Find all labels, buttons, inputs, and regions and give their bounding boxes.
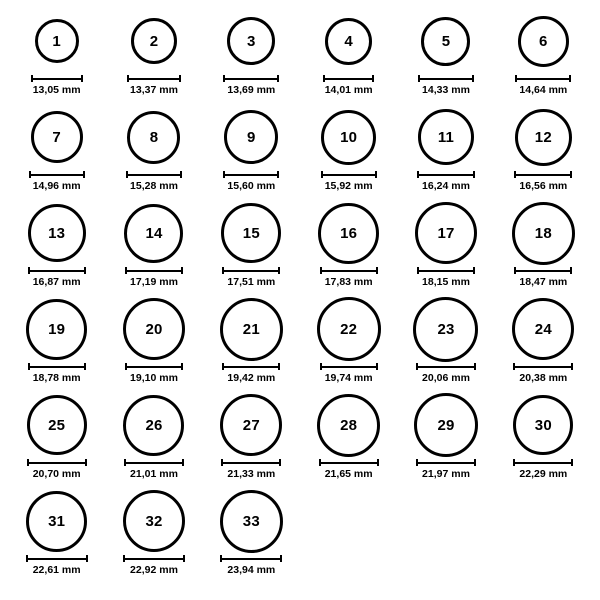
- bar-tick-right-icon: [182, 459, 184, 466]
- ring-size-label: 26: [145, 416, 163, 434]
- bar-line-icon: [514, 174, 572, 176]
- bar-tick-right-icon: [179, 75, 181, 82]
- ring-circle-wrap: [220, 490, 283, 552]
- bar-line-icon: [26, 558, 88, 560]
- ring-diameter-label: 20,38 mm: [519, 372, 568, 384]
- ring-cell: [300, 202, 397, 298]
- ring-size-label: 11: [437, 128, 455, 146]
- ring-size-label: 3: [247, 32, 256, 50]
- ring-dimension-bar-icon: [125, 363, 183, 370]
- ring-cell: [300, 10, 397, 106]
- ring-measure: [29, 171, 85, 192]
- ring-dimension-bar-icon: [127, 75, 181, 82]
- bar-line-icon: [223, 174, 279, 176]
- ring-cell: [495, 202, 592, 298]
- ring-circle-icon: [317, 297, 381, 361]
- ring-diameter-label: 17,83 mm: [324, 276, 373, 288]
- ring-size-label: 22: [340, 320, 358, 338]
- bar-line-icon: [513, 366, 573, 368]
- ring-circle-wrap: [421, 10, 470, 72]
- ring-diameter-label: 21,97 mm: [422, 468, 470, 480]
- ring-circle-wrap: [26, 298, 87, 360]
- ring-circle-wrap: [31, 106, 83, 168]
- ring-diameter-label: 20,70 mm: [32, 468, 81, 480]
- ring-circle-wrap: [317, 298, 381, 360]
- bar-line-icon: [320, 270, 378, 272]
- ring-circle-wrap: [220, 394, 282, 456]
- ring-diameter-label: 13,69 mm: [227, 84, 276, 96]
- ring-cell: [8, 490, 105, 586]
- ring-diameter-label: 14,96 mm: [32, 180, 81, 192]
- bar-line-icon: [125, 366, 183, 368]
- ring-cell: [203, 10, 300, 106]
- bar-tick-right-icon: [278, 363, 280, 370]
- ring-measure: [221, 459, 281, 480]
- ring-dimension-bar-icon: [222, 267, 280, 274]
- bar-tick-right-icon: [571, 459, 573, 466]
- ring-circle-icon: [325, 18, 372, 65]
- ring-diameter-label: 13,05 mm: [32, 84, 81, 96]
- ring-circle-wrap: [512, 298, 574, 360]
- ring-dimension-bar-icon: [220, 555, 282, 562]
- ring-dimension-bar-icon: [124, 459, 184, 466]
- ring-measure: [125, 363, 183, 384]
- bar-tick-right-icon: [83, 171, 85, 178]
- ring-measure: [28, 363, 86, 384]
- ring-cell: [203, 298, 300, 394]
- bar-tick-right-icon: [280, 555, 282, 562]
- ring-size-label: 4: [344, 32, 353, 50]
- ring-size-label: 2: [149, 32, 159, 50]
- ring-cell: [8, 298, 105, 394]
- ring-size-label: 9: [247, 128, 256, 146]
- ring-dimension-bar-icon: [514, 267, 572, 274]
- ring-size-label: 18: [534, 224, 552, 242]
- ring-size-label: 13: [48, 224, 66, 242]
- ring-size-label: 28: [340, 416, 358, 434]
- ring-circle-wrap: [123, 394, 184, 456]
- ring-measure: [320, 267, 378, 288]
- ring-measure: [26, 555, 88, 576]
- ring-circle-icon: [27, 395, 87, 455]
- bar-line-icon: [29, 174, 85, 176]
- bar-line-icon: [31, 78, 83, 80]
- ring-measure: [416, 459, 476, 480]
- ring-diameter-label: 14,64 mm: [519, 84, 568, 96]
- ring-cell: [203, 202, 300, 298]
- ring-size-label: 5: [441, 32, 451, 50]
- ring-size-label: 15: [242, 224, 260, 242]
- ring-diameter-label: 19,74 mm: [324, 372, 373, 384]
- ring-size-label: 32: [145, 512, 163, 530]
- ring-dimension-bar-icon: [416, 459, 476, 466]
- ring-cell: [300, 298, 397, 394]
- ring-size-label: 20: [145, 320, 163, 338]
- ring-size-label: 30: [534, 416, 552, 434]
- ring-circle-wrap: [35, 10, 79, 72]
- ring-circle-icon: [123, 490, 185, 552]
- ring-diameter-label: 21,33 mm: [227, 468, 276, 480]
- ring-circle-wrap: [321, 106, 376, 168]
- ring-dimension-bar-icon: [223, 171, 279, 178]
- ring-circle-icon: [317, 394, 380, 457]
- ring-size-label: 27: [242, 416, 260, 434]
- ring-measure: [513, 363, 573, 384]
- ring-measure: [31, 75, 83, 96]
- ring-cell: [495, 394, 592, 490]
- ring-diameter-label: 19,42 mm: [227, 372, 276, 384]
- bar-line-icon: [321, 174, 377, 176]
- ring-cell: [495, 10, 592, 106]
- ring-diameter-label: 15,28 mm: [130, 180, 178, 192]
- ring-grid: [8, 10, 592, 586]
- ring-dimension-bar-icon: [27, 459, 87, 466]
- ring-dimension-bar-icon: [28, 363, 86, 370]
- ring-cell: [105, 490, 202, 586]
- ring-diameter-label: 21,01 mm: [130, 468, 178, 480]
- ring-cell: [8, 106, 105, 202]
- bar-line-icon: [416, 366, 476, 368]
- ring-size-label: 17: [437, 224, 455, 242]
- ring-diameter-label: 22,92 mm: [130, 564, 178, 576]
- ring-cell: [397, 298, 494, 394]
- bar-line-icon: [417, 174, 475, 176]
- ring-dimension-bar-icon: [513, 459, 573, 466]
- ring-measure: [220, 555, 282, 576]
- ring-diameter-label: 22,29 mm: [519, 468, 568, 480]
- bar-tick-right-icon: [473, 171, 475, 178]
- ring-circle-icon: [518, 16, 569, 67]
- bar-line-icon: [123, 558, 185, 560]
- bar-tick-right-icon: [84, 267, 86, 274]
- ring-circle-icon: [421, 17, 470, 66]
- ring-size-label: 23: [437, 320, 455, 338]
- ring-cell: [495, 298, 592, 394]
- ring-circle-icon: [220, 298, 283, 361]
- bar-line-icon: [418, 78, 474, 80]
- ring-dimension-bar-icon: [26, 555, 88, 562]
- ring-dimension-bar-icon: [126, 171, 182, 178]
- ring-circle-icon: [220, 490, 283, 553]
- bar-line-icon: [323, 78, 374, 80]
- ring-circle-icon: [28, 204, 86, 262]
- bar-tick-right-icon: [376, 363, 378, 370]
- ring-circle-wrap: [413, 298, 478, 360]
- bar-tick-right-icon: [375, 171, 377, 178]
- ring-diameter-label: 23,94 mm: [227, 564, 276, 576]
- ring-circle-wrap: [28, 202, 86, 264]
- ring-circle-wrap: [224, 106, 278, 168]
- ring-circle-wrap: [227, 10, 275, 72]
- ring-measure: [222, 363, 280, 384]
- ring-measure: [323, 75, 374, 96]
- ring-circle-icon: [515, 109, 572, 166]
- ring-circle-icon: [26, 299, 87, 360]
- ring-cell: [397, 106, 494, 202]
- ring-circle-wrap: [513, 394, 573, 456]
- bar-tick-right-icon: [473, 267, 475, 274]
- bar-line-icon: [127, 78, 181, 80]
- ring-dimension-bar-icon: [418, 75, 474, 82]
- bar-line-icon: [28, 270, 86, 272]
- ring-dimension-bar-icon: [323, 75, 374, 82]
- ring-circle-wrap: [124, 202, 183, 264]
- ring-size-label: 1: [52, 32, 61, 50]
- ring-measure: [514, 267, 572, 288]
- bar-line-icon: [223, 78, 279, 80]
- bar-line-icon: [220, 558, 282, 560]
- ring-circle-wrap: [318, 202, 379, 264]
- ring-size-label: 24: [534, 320, 552, 338]
- ring-diameter-label: 13,37 mm: [130, 84, 178, 96]
- ring-dimension-bar-icon: [28, 267, 86, 274]
- ring-dimension-bar-icon: [513, 363, 573, 370]
- ring-diameter-label: 18,47 mm: [519, 276, 568, 288]
- ring-measure: [126, 171, 182, 192]
- ring-size-label: 8: [149, 128, 159, 146]
- ring-size-label: 25: [48, 416, 66, 434]
- bar-line-icon: [513, 462, 573, 464]
- ring-circle-icon: [318, 203, 379, 264]
- ring-diameter-label: 19,10 mm: [130, 372, 178, 384]
- ring-circle-icon: [26, 491, 87, 552]
- ring-circle-icon: [512, 202, 575, 265]
- ring-circle-icon: [31, 111, 83, 163]
- ring-size-label: 21: [242, 320, 260, 338]
- ring-dimension-bar-icon: [31, 75, 83, 82]
- ring-diameter-label: 22,61 mm: [32, 564, 81, 576]
- ring-circle-icon: [418, 109, 474, 165]
- ring-circle-icon: [413, 297, 478, 362]
- bar-tick-right-icon: [81, 75, 83, 82]
- bar-line-icon: [222, 366, 280, 368]
- ring-measure: [223, 171, 279, 192]
- bar-line-icon: [27, 462, 87, 464]
- bar-tick-right-icon: [85, 459, 87, 466]
- bar-tick-right-icon: [279, 459, 281, 466]
- ring-circle-icon: [123, 298, 185, 360]
- ring-measure: [416, 363, 476, 384]
- ring-measure: [127, 75, 181, 96]
- ring-diameter-label: 20,06 mm: [422, 372, 470, 384]
- bar-line-icon: [319, 462, 379, 464]
- ring-cell: [8, 10, 105, 106]
- ring-circle-wrap: [123, 490, 185, 552]
- ring-diameter-label: 15,60 mm: [227, 180, 276, 192]
- bar-tick-right-icon: [472, 75, 474, 82]
- ring-cell: [105, 106, 202, 202]
- ring-dimension-bar-icon: [221, 459, 281, 466]
- ring-diameter-label: 14,33 mm: [422, 84, 470, 96]
- ring-cell: [105, 394, 202, 490]
- ring-dimension-bar-icon: [320, 267, 378, 274]
- ring-cell: [105, 202, 202, 298]
- ring-cell: [300, 106, 397, 202]
- ring-circle-icon: [221, 203, 281, 263]
- bar-tick-right-icon: [372, 75, 374, 82]
- bar-line-icon: [514, 270, 572, 272]
- ring-circle-wrap: [325, 10, 372, 72]
- ring-circle-icon: [414, 393, 478, 457]
- ring-size-label: 31: [48, 512, 66, 530]
- bar-tick-right-icon: [570, 171, 572, 178]
- bar-tick-right-icon: [181, 363, 183, 370]
- bar-line-icon: [515, 78, 571, 80]
- ring-dimension-bar-icon: [319, 459, 379, 466]
- ring-circle-icon: [35, 19, 79, 63]
- bar-line-icon: [124, 462, 184, 464]
- ring-measure: [514, 171, 572, 192]
- ring-circle-wrap: [518, 10, 569, 72]
- bar-tick-right-icon: [571, 363, 573, 370]
- ring-size-label: 14: [145, 224, 163, 242]
- ring-circle-wrap: [414, 394, 478, 456]
- bar-line-icon: [416, 462, 476, 464]
- ring-dimension-bar-icon: [417, 267, 475, 274]
- bar-tick-right-icon: [84, 363, 86, 370]
- ring-cell: [105, 10, 202, 106]
- bar-line-icon: [320, 366, 378, 368]
- ring-circle-wrap: [512, 202, 575, 264]
- ring-measure: [123, 555, 185, 576]
- ring-circle-wrap: [317, 394, 380, 456]
- ring-measure: [321, 171, 377, 192]
- bar-tick-right-icon: [569, 75, 571, 82]
- bar-tick-right-icon: [86, 555, 88, 562]
- ring-cell: [8, 394, 105, 490]
- bar-line-icon: [221, 462, 281, 464]
- ring-measure: [125, 267, 183, 288]
- ring-diameter-label: 15,92 mm: [324, 180, 373, 192]
- ring-circle-icon: [123, 395, 184, 456]
- ring-circle-icon: [131, 18, 177, 64]
- ring-size-label: 16: [340, 224, 358, 242]
- ring-dimension-bar-icon: [320, 363, 378, 370]
- bar-tick-right-icon: [570, 267, 572, 274]
- bar-line-icon: [417, 270, 475, 272]
- ring-circle-wrap: [415, 202, 477, 264]
- ring-size-label: 10: [340, 128, 358, 146]
- bar-tick-right-icon: [474, 459, 476, 466]
- ring-cell: [300, 394, 397, 490]
- bar-tick-right-icon: [183, 555, 185, 562]
- ring-size-label: 33: [242, 512, 260, 530]
- bar-tick-right-icon: [278, 267, 280, 274]
- ring-diameter-label: 21,65 mm: [324, 468, 373, 480]
- bar-tick-right-icon: [474, 363, 476, 370]
- ring-diameter-label: 18,15 mm: [422, 276, 470, 288]
- ring-dimension-bar-icon: [416, 363, 476, 370]
- bar-tick-right-icon: [277, 171, 279, 178]
- ring-dimension-bar-icon: [321, 171, 377, 178]
- ring-measure: [515, 75, 571, 96]
- ring-cell: [203, 394, 300, 490]
- ring-circle-wrap: [27, 394, 87, 456]
- ring-dimension-bar-icon: [222, 363, 280, 370]
- ring-measure: [27, 459, 87, 480]
- ring-cell: [397, 10, 494, 106]
- bar-tick-right-icon: [277, 75, 279, 82]
- bar-tick-right-icon: [376, 267, 378, 274]
- ring-measure: [222, 267, 280, 288]
- ring-measure: [417, 267, 475, 288]
- ring-measure: [319, 459, 379, 480]
- ring-measure: [124, 459, 184, 480]
- bar-tick-right-icon: [181, 267, 183, 274]
- ring-measure: [513, 459, 573, 480]
- ring-diameter-label: 16,24 mm: [422, 180, 470, 192]
- ring-cell: [105, 298, 202, 394]
- ring-circle-icon: [513, 395, 573, 455]
- ring-diameter-label: 16,56 mm: [519, 180, 568, 192]
- ring-diameter-label: 14,01 mm: [324, 84, 373, 96]
- ring-cell: [203, 490, 300, 586]
- ring-size-label: 29: [437, 416, 455, 434]
- ring-size-label: 12: [534, 128, 552, 146]
- ring-circle-icon: [415, 202, 477, 264]
- ring-measure: [418, 75, 474, 96]
- ring-circle-icon: [321, 110, 376, 165]
- ring-circle-icon: [124, 204, 183, 263]
- ring-dimension-bar-icon: [123, 555, 185, 562]
- ring-diameter-label: 17,51 mm: [227, 276, 276, 288]
- ring-cell: [397, 394, 494, 490]
- ring-circle-wrap: [26, 490, 87, 552]
- ring-dimension-bar-icon: [515, 75, 571, 82]
- ring-cell: [495, 106, 592, 202]
- ring-circle-icon: [512, 298, 574, 360]
- ring-measure: [320, 363, 378, 384]
- bar-tick-right-icon: [180, 171, 182, 178]
- ring-circle-wrap: [418, 106, 474, 168]
- ring-measure: [28, 267, 86, 288]
- ring-cell: [397, 202, 494, 298]
- bar-line-icon: [126, 174, 182, 176]
- bar-line-icon: [125, 270, 183, 272]
- ring-size-label: 19: [48, 320, 66, 338]
- ring-circle-wrap: [127, 106, 180, 168]
- ring-cell: [8, 202, 105, 298]
- ring-diameter-label: 16,87 mm: [32, 276, 81, 288]
- ring-dimension-bar-icon: [514, 171, 572, 178]
- ring-cell: [203, 106, 300, 202]
- ring-diameter-label: 18,78 mm: [32, 372, 81, 384]
- ring-measure: [223, 75, 279, 96]
- ring-size-label: 7: [52, 128, 61, 146]
- ring-dimension-bar-icon: [125, 267, 183, 274]
- bar-tick-right-icon: [377, 459, 379, 466]
- ring-circle-icon: [224, 110, 278, 164]
- ring-circle-wrap: [131, 10, 177, 72]
- ring-dimension-bar-icon: [417, 171, 475, 178]
- ring-circle-icon: [127, 111, 180, 164]
- ring-dimension-bar-icon: [223, 75, 279, 82]
- ring-circle-wrap: [221, 202, 281, 264]
- ring-size-label: 6: [539, 32, 548, 50]
- ring-circle-wrap: [123, 298, 185, 360]
- bar-line-icon: [222, 270, 280, 272]
- ring-circle-wrap: [220, 298, 283, 360]
- ring-circle-icon: [220, 394, 282, 456]
- ring-circle-icon: [227, 17, 275, 65]
- ring-measure: [417, 171, 475, 192]
- ring-circle-wrap: [515, 106, 572, 168]
- ring-dimension-bar-icon: [29, 171, 85, 178]
- ring-diameter-label: 17,19 mm: [130, 276, 178, 288]
- bar-line-icon: [28, 366, 86, 368]
